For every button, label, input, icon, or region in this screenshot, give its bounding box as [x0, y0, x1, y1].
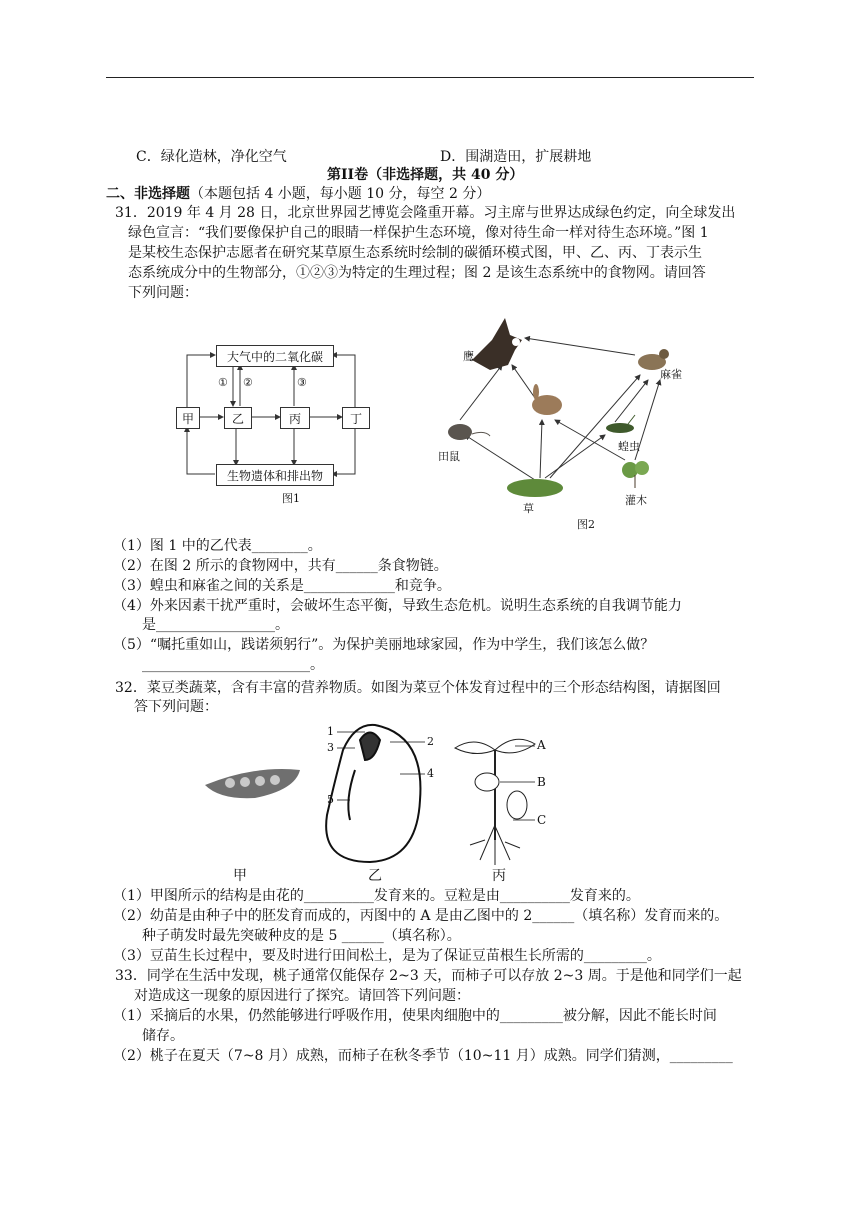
- q31-intro-2: 绿色宣言：“我们要像保护自己的眼睛一样保护生态环境，像对待生命一样对待生态环境。”图 1: [128, 225, 709, 241]
- q31-sub-3: （3）蝗虫和麻雀之间的关系是_____________和竞争。: [113, 578, 451, 594]
- eagle-icon: [472, 318, 522, 370]
- q31-sub-1: （1）图 1 中的乙代表________。: [113, 538, 322, 554]
- node-bing: 丙: [280, 407, 310, 429]
- plant-label-c: C: [537, 813, 547, 827]
- caption-jia: 甲: [233, 868, 247, 884]
- label-grasshopper: 蝗虫: [618, 440, 640, 453]
- section-title: 二、非选择题: [106, 186, 190, 202]
- q33-sub-1: （1）采摘后的水果，仍然能够进行呼吸作用，使果肉细胞中的_________被分解，因此不能长时间: [113, 1008, 717, 1024]
- q33-sub-1-cont: 储存。: [142, 1028, 184, 1044]
- process-2: ②: [243, 376, 253, 389]
- option-d: D．围湖造田，扩展耕地: [440, 149, 592, 165]
- label-eagle: 鹰: [463, 350, 474, 363]
- seed-label-1: 1: [327, 725, 334, 738]
- label-mouse: 田鼠: [438, 450, 460, 463]
- process-1: ①: [218, 376, 228, 389]
- q31-intro-1: 31．2019 年 4 月 28 日，北京世界园艺博览会隆重开幕。习主席与世界达成绿色约定，向全球发出: [115, 205, 736, 221]
- part2-title: 第II卷（非选择题，共 40 分）: [327, 167, 524, 183]
- q32-intro-2: 答下列问题：: [134, 699, 218, 715]
- grass-icon: [507, 479, 563, 497]
- plant-label-b: B: [537, 775, 546, 789]
- label-sparrow: 麻雀: [660, 368, 682, 381]
- q31-intro-5: 下列问题：: [128, 285, 198, 301]
- shrub-icon: [622, 461, 649, 488]
- option-c: C．绿化造林，净化空气: [136, 149, 287, 165]
- plant-label-a: A: [537, 738, 546, 752]
- figure-2-caption: 图2: [577, 518, 595, 531]
- q31-sub-4-cont: 是_________________。: [142, 617, 289, 633]
- node-ding: 丁: [342, 407, 370, 429]
- section-heading: [106, 185, 490, 203]
- q31-sub-4: （4）外来因素干扰严重时，会破坏生态平衡，导致生态危机。说明生态系统的自我调节能力: [113, 598, 682, 614]
- grasshopper-icon: [606, 415, 635, 433]
- q31-sub-2: （2）在图 2 所示的食物网中，共有______条食物链。: [113, 558, 448, 574]
- seed-label-3: 3: [327, 741, 334, 754]
- label-shrub: 灌木: [625, 494, 647, 507]
- q33-intro-1: 33．同学在生活中发现，桃子通常仅能保存 2~3 天，而柿子可以存放 2~3 周。于是他和同学们一起: [115, 968, 742, 984]
- q31-intro-3: 是某校生态保护志愿者在研究某草原生态系统时绘制的碳循环模式图，甲、乙、丙、丁表示生: [128, 245, 702, 261]
- q31-intro-4: 态系统成分中的生物部分，①②③为特定的生理过程；图 2 是该生态系统中的食物网。请回答: [128, 265, 706, 281]
- food-web-diagram: [430, 310, 700, 530]
- figure-2-food-web: [430, 310, 700, 530]
- q31-sub-5-cont: ________________________。: [142, 657, 324, 673]
- q33-intro-2: 对造成这一现象的原因进行了探究。请回答下列问题：: [134, 988, 470, 1004]
- bean-pod-icon: [205, 769, 300, 798]
- figure-1-caption: 图1: [282, 492, 300, 505]
- co2-box: 大气中的二氧化碳: [216, 345, 334, 367]
- q32-sub-1: （1）甲图所示的结构是由花的__________发育来的。豆粒是由__________发育来的。: [113, 888, 640, 904]
- caption-bing: 丙: [492, 868, 506, 884]
- q32-sub-2: （2）幼苗是由种子中的胚发育而成的，丙图中的 A 是由乙图中的 2______（填名称）发育而来的。: [113, 908, 729, 924]
- seed-label-2: 2: [427, 735, 434, 748]
- bean-seed-icon: [326, 725, 420, 862]
- node-yi: 乙: [224, 407, 252, 429]
- rabbit-icon: [532, 384, 562, 415]
- q32-sub-2-cont: 种子萌发时最先突破种皮的是 5 ______（填名称）。: [142, 928, 461, 944]
- figure-bean-development: [195, 720, 565, 885]
- seedling-icon: [455, 739, 535, 865]
- q32-intro-1: 32．菜豆类蔬菜，含有丰富的营养物质。如图为菜豆个体发育过程中的三个形态结构图，请据图回: [115, 680, 721, 696]
- seed-label-4: 4: [427, 767, 434, 780]
- q32-sub-3: （3）豆苗生长过程中，要及时进行田间松土，是为了保证豆苗根生长所需的_________。: [113, 948, 661, 964]
- caption-yi: 乙: [368, 868, 382, 884]
- q31-sub-5: （5）“嘱托重如山，践诺须躬行”。为保护美丽地球家园，作为中学生，我们该怎么做？: [113, 637, 655, 653]
- seed-label-5: 5: [327, 793, 334, 806]
- figure-1-carbon-cycle: [170, 340, 380, 510]
- section-note: （本题包括 4 小题，每小题 10 分，每空 2 分）: [190, 186, 491, 202]
- process-3: ③: [297, 376, 307, 389]
- remains-box: 生物遗体和排出物: [216, 464, 334, 486]
- header-rule: [106, 77, 754, 78]
- label-grass: 草: [523, 502, 534, 515]
- q33-sub-2: （2）桃子在夏天（7~8 月）成熟，而柿子在秋冬季节（10~11 月）成熟。同学们猜测，_________: [113, 1048, 733, 1064]
- bean-diagram: [195, 720, 565, 885]
- node-jia: 甲: [176, 407, 200, 429]
